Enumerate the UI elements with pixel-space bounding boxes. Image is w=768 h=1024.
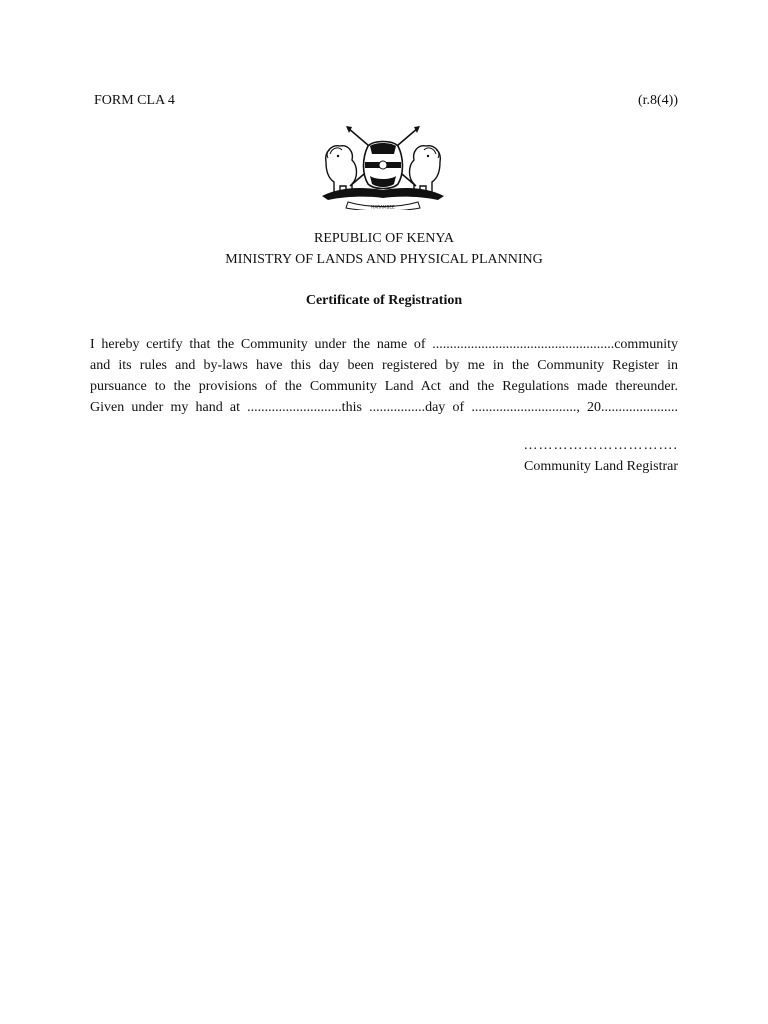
paragraph-line: I hereby certify that the Community under the name of ....................................................community <box>90 337 678 352</box>
certificate-title: Certificate of Registration <box>305 293 463 308</box>
paragraph-line: pursuance to the provisions of the Community Land Act and the Regulations made thereunder. <box>90 379 678 394</box>
paragraph-line: Given under my hand at ...........................this ................day of .............................., 20...................... <box>90 400 678 415</box>
svg-text:HARAMBEE: HARAMBEE <box>371 204 395 210</box>
certification-paragraph <box>90 334 678 418</box>
kenya-coat-of-arms-icon <box>318 124 448 210</box>
rule-reference: (r.8(4)) <box>637 93 678 108</box>
signatory-title: Community Land Registrar <box>524 459 678 474</box>
signature-line: …………………………. <box>523 438 678 453</box>
ministry-heading: MINISTRY OF LANDS AND PHYSICAL PLANNING <box>225 252 543 267</box>
paragraph-line: and its rules and by-laws have this day been registered by me in the Community Register in <box>90 358 678 373</box>
republic-heading: REPUBLIC OF KENYA <box>313 231 454 246</box>
form-id: FORM CLA 4 <box>94 93 175 108</box>
